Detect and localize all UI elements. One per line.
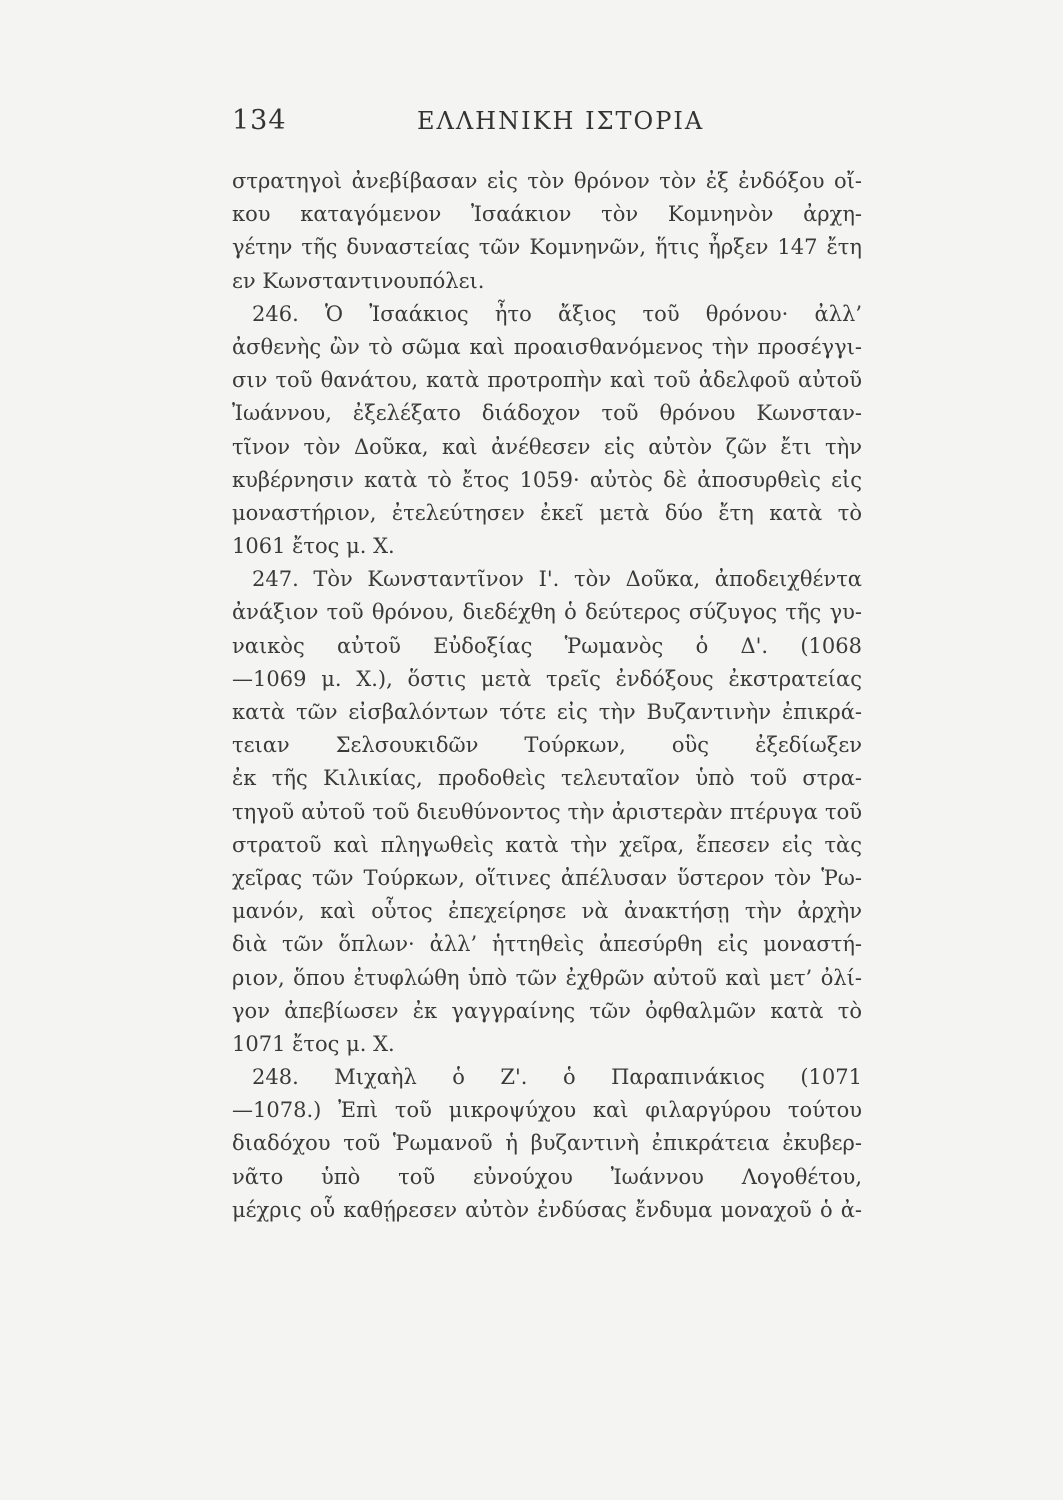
text-line: κατὰ τῶν εἰσβαλόντων τότε εἰς τὴν Βυζαντινὴν ἐπικρά- [232, 700, 862, 724]
text-line: στρατοῦ καὶ πληγωθεὶς κατὰ τὴν χεῖρα, ἔπεσεν εἰς τὰς [232, 832, 862, 857]
text-line: κυβέρνησιν κατὰ τὸ ἔτος 1059· αὐτὸς δὲ ἀποσυρθεὶς εἰς [232, 467, 862, 492]
text-line: κου καταγόμενον Ἰσαάκιον τὸν Κομνηνὸν ἀρχη- [232, 202, 862, 227]
text-line: ναικὸς αὐτοῦ Εὐδοξίας Ῥωμανὸς ὁ Δ'. (1068 [232, 633, 862, 658]
text-line: —1078.) Ἐπὶ τοῦ μικροψύχου καὶ φιλαργύρου τούτου [232, 1098, 862, 1123]
page-header [232, 105, 862, 145]
text-line: τειαν Σελσουκιδῶν Τούρκων, οὓς ἐξεδίωξεν [232, 733, 862, 758]
text-line: μανόν, καὶ οὗτος ἐπεχείρησε νὰ ἀνακτήσῃ τὴν ἀρχὴν [232, 899, 862, 924]
text-line: ἐκ τῆς Κιλικίας, προδοθεὶς τελευταῖον ὑπὸ τοῦ στρα- [232, 766, 862, 791]
text-line: —1069 μ. Χ.), ὅστις μετὰ τρεῖς ἐνδόξους ἐκστρατείας [232, 666, 862, 691]
text-line: τηγοῦ αὐτοῦ τοῦ διευθύνοντος τὴν ἀριστερὰν πτέρυγα τοῦ [232, 799, 862, 824]
text-line: γέτην τῆς δυναστείας τῶν Κομνηνῶν, ἥτις ἦρξεν 147 ἔτη [232, 235, 862, 260]
text-line: χεῖρας τῶν Τούρκων, οἵτινες ἀπέλυσαν ὕστερον τὸν Ῥω- [232, 865, 862, 890]
text-line: στρατηγοὶ ἀνεβίβασαν εἰς τὸν θρόνον τὸν ἐξ ἐνδόξου οἴ- [232, 169, 862, 193]
body-text [232, 165, 862, 1227]
paragraph-248-start: 248. Μιχαὴλ ὁ Ζ'. ὁ Παραπινάκιος (1071 [252, 1065, 862, 1090]
text-line: διὰ τῶν ὅπλων· ἀλλ’ ἡττηθεὶς ἀπεσύρθη εἰς μοναστή- [232, 932, 862, 957]
text-line: ἀνάξιον τοῦ θρόνου, διεδέχθη ὁ δεύτερος σύζυγος τῆς γυ- [232, 600, 862, 625]
paragraph-246-start: 246. Ὁ Ἰσαάκιος ἦτο ἄξιος τοῦ θρόνου· ἀλλ’ [252, 301, 862, 326]
text-line: μέχρις οὗ καθῄρεσεν αὐτὸν ἐνδύσας ἔνδυμα μοναχοῦ ὁ ἀ- [232, 1197, 862, 1222]
text-line: ριον, ὅπου ἐτυφλώθη ὑπὸ τῶν ἐχθρῶν αὐτοῦ καὶ μετ’ ὀλί- [232, 965, 862, 990]
page-number: 134 [232, 105, 287, 136]
text-line: εν Κωνσταντινουπόλει. [232, 268, 485, 293]
text-line: νᾶτο ὑπὸ τοῦ εὐνούχου Ἰωάννου Λογοθέτου, [232, 1164, 862, 1189]
text-line: γον ἀπεβίωσεν ἐκ γαγγραίνης τῶν ὀφθαλμῶν κατὰ τὸ [232, 998, 862, 1023]
text-line: μοναστήριον, ἐτελεύτησεν ἐκεῖ μετὰ δύο ἔτη κατὰ τὸ [232, 500, 862, 525]
text-line: 1061 ἔτος μ. Χ. [232, 534, 395, 559]
text-line: ἀσθενὴς ὢν τὸ σῶμα καὶ προαισθανόμενος τὴν προσέγγι- [232, 334, 862, 359]
text-line: διαδόχου τοῦ Ῥωμανοῦ ἡ βυζαντινὴ ἐπικράτεια ἐκυβερ- [232, 1131, 862, 1156]
text-line: 1071 ἔτος μ. Χ. [232, 1031, 395, 1056]
running-head: ΕΛΛΗΝΙΚΗ ΙΣΤΟΡΙΑ [417, 107, 705, 135]
paragraph-247-start: 247. Τὸν Κωνσταντῖνον Ι'. τὸν Δοῦκα, ἀποδειχθέντα [252, 567, 862, 592]
text-line: σιν τοῦ θανάτου, κατὰ προτροπὴν καὶ τοῦ ἀδελφοῦ αὐτοῦ [232, 368, 862, 393]
text-line: Ἰωάννου, ἐξελέξατο διάδοχον τοῦ θρόνου Κωνσταν- [232, 401, 862, 426]
text-line: τῖνον τὸν Δοῦκα, καὶ ἀνέθεσεν εἰς αὐτὸν ζῶν ἔτι τὴν [232, 434, 862, 459]
